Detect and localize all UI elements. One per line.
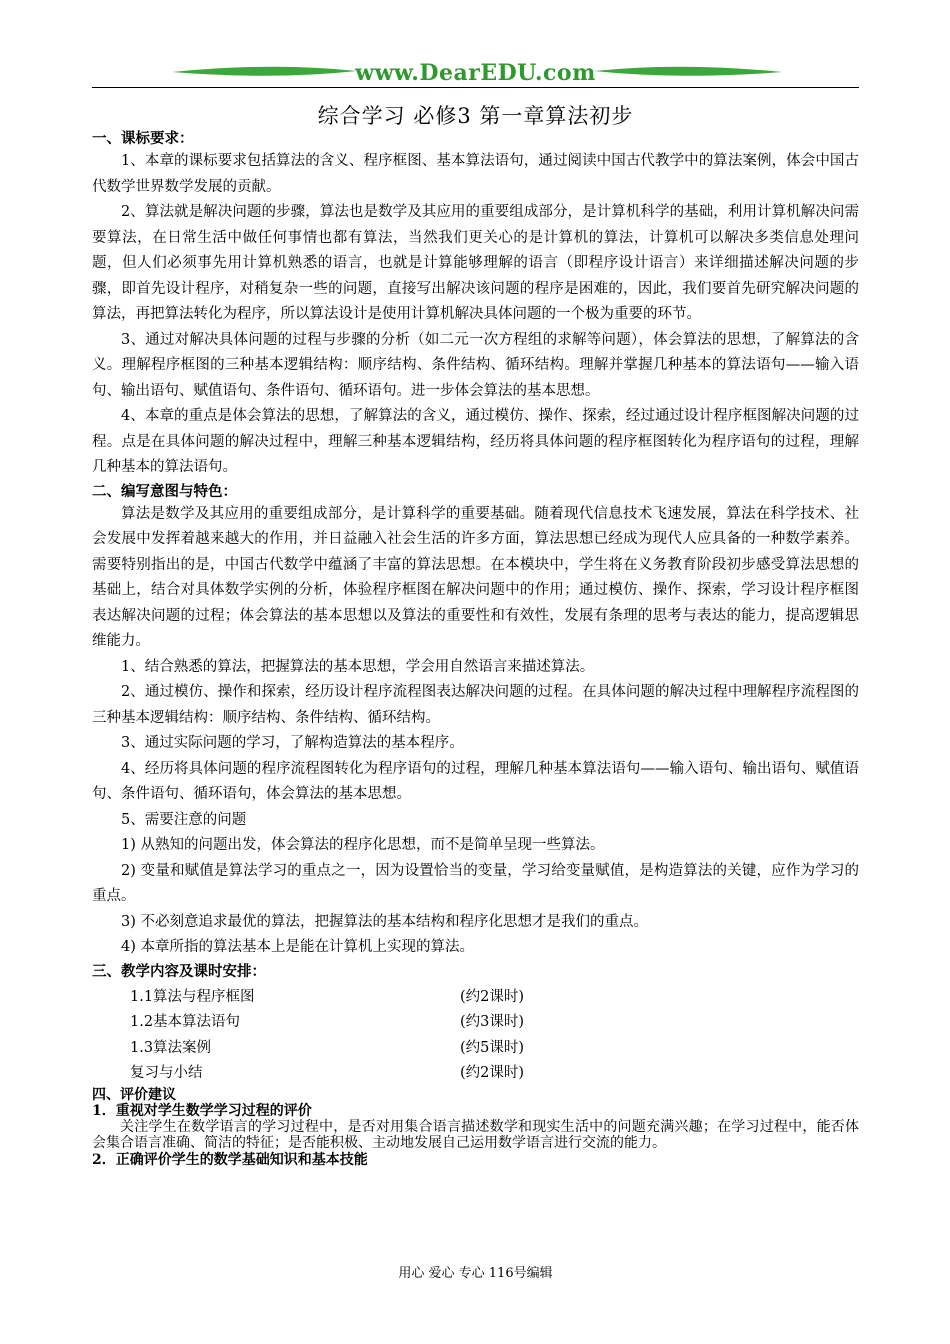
schedule-hours: (约2课时) [460, 988, 525, 1005]
section-heading: 四、评价建议 [92, 1086, 176, 1103]
subsection-heading: 2．正确评价学生的数学基础知识和基本技能 [92, 1151, 368, 1168]
page-footer: 用心 爱心 专心 116号编辑 [398, 1266, 553, 1281]
schedule-row [92, 1010, 859, 1036]
paragraph: 1、本章的课标要求包括算法的含义、程序框图、基本算法语句，通过阅读中国古代教学中的算法案例，体会中国古代数学世界数学发展的贡献。 [92, 153, 859, 195]
schedule-row [92, 1061, 859, 1087]
schedule-item: 1.3算法案例 [130, 1039, 212, 1056]
paragraph: 5、需要注意的问题 [121, 811, 247, 828]
header-rule [92, 87, 859, 88]
paragraph: 关注学生在数学语言的学习过程中，是否对用集合语言描述数学和现实生活中的问题充满兴趣；在学习过程中，能否体会集合语言准确、简洁的特征；是否能积极、主动地发展自己运用数学语言进行交流的能力。 [92, 1118, 859, 1151]
schedule-hours: (约2课时) [460, 1065, 525, 1081]
schedule-item: 复习与小结 [130, 1065, 203, 1081]
logo-text[interactable]: www.DearEDU.com [355, 60, 596, 86]
paragraph: 3、通过实际问题的学习，了解构造算法的基本程序。 [121, 735, 464, 751]
list-item: 4) 本章所指的算法基本上是能在计算机上实现的算法。 [121, 939, 474, 955]
list-item: 2) 变量和赋值是算法学习的重点之一，因为设置恰当的变量，学习给变量赋值，是构造算法的关键，应作为学习的重点。 [92, 862, 859, 904]
paragraph: 算法是数学及其应用的重要组成部分，是计算科学的重要基础。随着现代信息技术飞速发展，算法在科学技术、社会发展中发挥着越来越大的作用，并日益融入社会生活的许多方面，算法思想已经成为现代人应具备的一种数学素养。需要特别指出的是，中国古代数学中蕴涵了丰富的算法思想。在本模块中，学生将在义务教育阶段初步感受算法思想的基础上，结合对具体数学实例的分析，体验程序框图在解决问题中的作用；通过模仿、操作、探索，学习设计程序框图表达解决问题的过程；体会算法的基本思想以及算法的重要性和有效性，发展有条理的思考与表达的能力，提高逻辑思维能力。 [92, 505, 859, 649]
schedule-hours: (约5课时) [460, 1039, 525, 1056]
section-heading: 三、教学内容及课时安排： [92, 962, 266, 980]
schedule-item: 1.2基本算法语句 [130, 1014, 241, 1030]
paragraph: 2、通过模仿、操作和探索，经历设计程序流程图表达解决问题的过程。在具体问题的解决过程中理解程序流程图的三种基本逻辑结构：顺序结构、条件结构、循环结构。 [92, 684, 859, 726]
paragraph: 4、本章的重点是体会算法的思想，了解算法的含义，通过模仿、操作、探索，经过通过设计程序框图解决问题的过程。点是在具体问题的解决过程中，理解三种基本逻辑结构，经历将具体问题的程序框图转化为程序语句的过程，理解几种基本的算法语句。 [92, 408, 859, 475]
subsection-heading: 1．重视对学生数学学习过程的评价 [92, 1102, 312, 1119]
list-item: 1) 从熟知的问题出发，体会算法的程序化思想，而不是简单呈现一些算法。 [121, 837, 605, 853]
schedule-row [92, 985, 859, 1011]
schedule-row [92, 1036, 859, 1062]
schedule-item: 1.1算法与程序框图 [130, 988, 255, 1005]
schedule-hours: (约3课时) [460, 1014, 525, 1030]
section-heading: 二、编写意图与特色： [92, 482, 237, 500]
document-body [92, 128, 859, 1169]
paragraph: 1、结合熟悉的算法，把握算法的基本思想，学会用自然语言来描述算法。 [121, 658, 595, 675]
paragraph: 3、通过对解决具体问题的过程与步骤的分析（如二元一次方程组的求解等问题），体会算法的思想，了解算法的含义。理解程序框图的三种基本逻辑结构：顺序结构、条件结构、循环结构。理解并掌握几种基本的算法语句——输入语句、输出语句、赋值语句、条件语句、循环语句。进一步体会算法的基本思想。 [92, 331, 859, 399]
paragraph: 2、算法就是解决问题的步骤，算法也是数学及其应用的重要组成部分，是计算机科学的基础，利用计算机解决问需要算法，在日常生活中做任何事情也都有算法，当然我们更关心的是计算机的算法，计算机可以解决多类信息处理问题，但人们必须事先用计算机熟悉的语言，也就是计算能够理解的语言（即程序设计语言）来详细描述解决问题的步骤，即首先设计程序，对稍复杂一些的问题，直接写出解决该问题的程序是困难的，因此，我们要首先研究解决问题的算法，再把算法转化为程序，所以算法设计是使用计算机解决具体问题的一个极为重要的环节。 [92, 204, 859, 322]
page-title: 综合学习 必修3 第一章算法初步 [317, 104, 634, 128]
site-header [92, 58, 859, 90]
section-heading: 一、课标要求： [92, 130, 194, 147]
paragraph: 4、经历将具体问题的程序流程图转化为程序语句的过程，理解几种基本算法语句——输入语句、输出语句、赋值语句、条件语句、循环语句，体会算法的基本思想。 [92, 760, 859, 802]
list-item: 3) 不必刻意追求最优的算法，把握算法的基本结构和程序化思想才是我们的重点。 [121, 913, 648, 930]
